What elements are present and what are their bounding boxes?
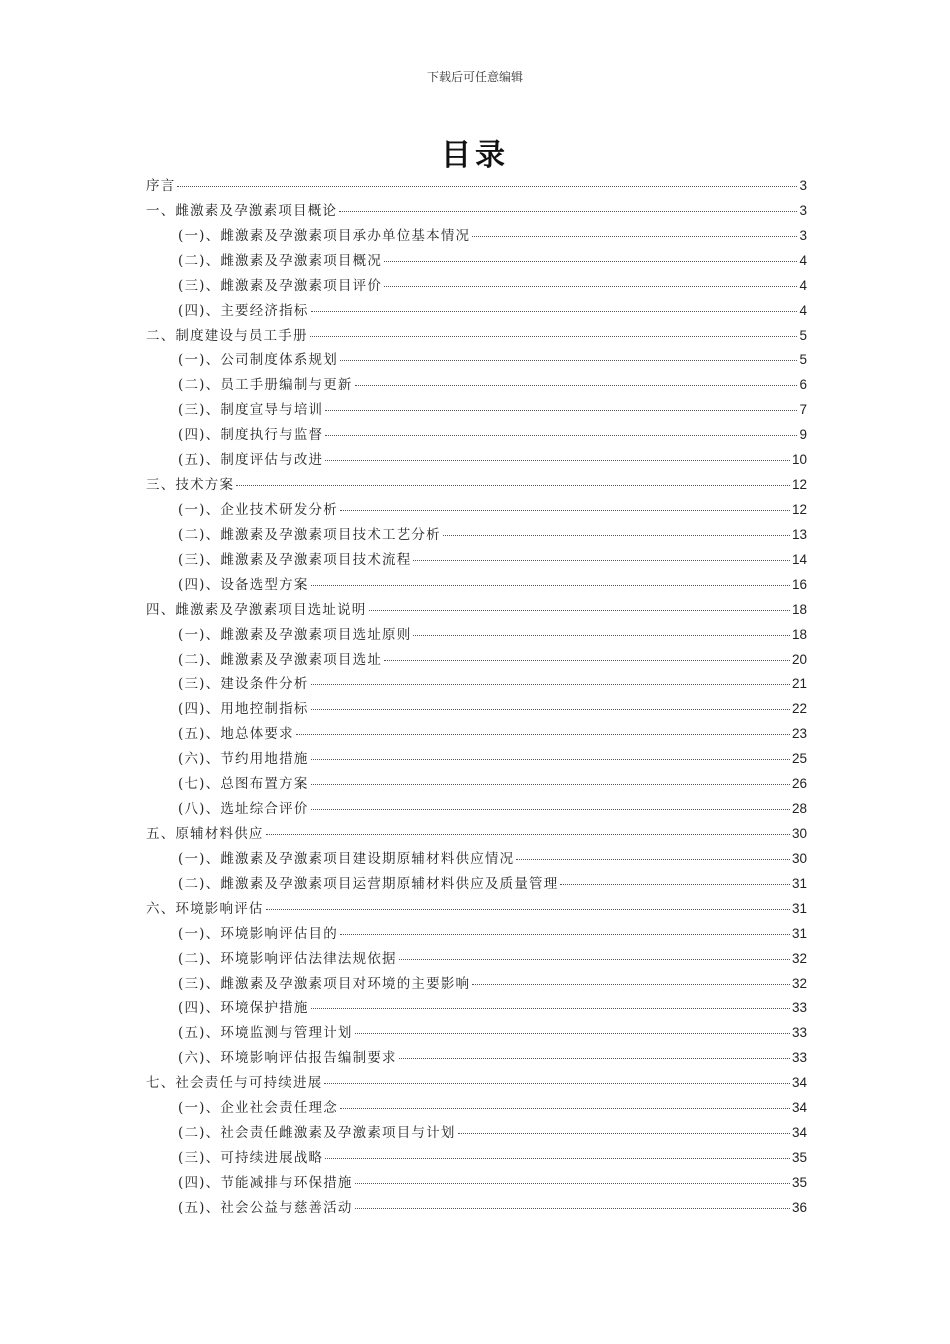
toc-dot-leader xyxy=(324,1082,790,1084)
toc-entry-text: (四)、用地控制指标 xyxy=(178,701,309,718)
toc-entry-text: (五)、制度评估与改进 xyxy=(178,452,324,469)
toc-page-number: 6 xyxy=(799,377,807,393)
toc-entry-text: 六、环境影响评估 xyxy=(146,900,264,917)
toc-dot-leader xyxy=(325,459,790,461)
toc-entry[interactable] xyxy=(146,797,807,822)
toc-entry[interactable] xyxy=(146,1171,807,1196)
toc-page-number: 9 xyxy=(799,427,807,443)
toc-page-number: 20 xyxy=(791,651,807,667)
toc-entry[interactable] xyxy=(146,722,807,747)
toc-title: 目录 xyxy=(441,138,509,173)
header-note: 下载后可任意编辑 xyxy=(426,70,523,84)
toc-entry-text: (二)、员工手册编制与更新 xyxy=(178,377,353,394)
toc-dot-leader xyxy=(355,1207,790,1209)
toc-entry-text: (三)、雌激素及孕激素项目对环境的主要影响 xyxy=(178,975,471,992)
toc-entry-text: 七、社会责任与可持续进展 xyxy=(146,1075,323,1092)
toc-dot-leader xyxy=(340,509,790,511)
toc-entry-text: 二、制度建设与员工手册 xyxy=(146,327,308,344)
toc-entry-text: (一)、公司制度体系规划 xyxy=(178,352,338,369)
toc-dot-leader xyxy=(355,384,798,386)
toc-entry[interactable] xyxy=(146,747,807,772)
toc-entry-text: (二)、雌激素及孕激素项目技术工艺分析 xyxy=(178,526,441,543)
toc-dot-leader xyxy=(384,285,797,287)
toc-page-number: 13 xyxy=(791,526,807,542)
toc-entry[interactable] xyxy=(146,498,807,523)
toc-dot-leader xyxy=(311,783,790,785)
toc-entry[interactable] xyxy=(146,398,807,423)
toc-dot-leader xyxy=(325,1157,790,1159)
toc-page-number: 3 xyxy=(799,178,807,193)
toc-entry-text: (一)、企业社会责任理念 xyxy=(178,1100,338,1117)
toc-page-number: 31 xyxy=(791,925,807,941)
toc-entry-text: (四)、环境保护措施 xyxy=(178,1000,309,1017)
toc-entry[interactable] xyxy=(146,423,807,448)
toc-page-number: 4 xyxy=(799,252,807,268)
toc-entry[interactable] xyxy=(146,274,807,299)
toc-dot-leader xyxy=(325,409,797,411)
toc-entry-text: (四)、设备选型方案 xyxy=(178,576,309,593)
toc-entry[interactable] xyxy=(146,348,807,373)
toc-page-number: 34 xyxy=(791,1125,807,1141)
toc-list xyxy=(146,174,807,1221)
toc-page-number: 25 xyxy=(791,751,807,767)
toc-dot-leader xyxy=(339,210,797,212)
toc-page-number: 33 xyxy=(791,1000,807,1016)
toc-entry[interactable] xyxy=(146,523,807,548)
toc-entry-text: (三)、建设条件分析 xyxy=(178,676,309,693)
toc-dot-leader xyxy=(311,808,790,810)
toc-page-number: 23 xyxy=(791,726,807,742)
toc-entry-text: (一)、雌激素及孕激素项目选址原则 xyxy=(178,626,412,643)
toc-page-number: 30 xyxy=(791,825,807,841)
toc-dot-leader xyxy=(325,434,797,436)
toc-entry[interactable] xyxy=(146,249,807,274)
toc-entry[interactable] xyxy=(146,972,807,997)
toc-page-number: 18 xyxy=(791,626,807,642)
toc-dot-leader xyxy=(310,335,798,337)
toc-entry-text: (三)、制度宣导与培训 xyxy=(178,402,324,419)
toc-entry[interactable] xyxy=(146,922,807,947)
toc-entry-text: (四)、主要经济指标 xyxy=(178,302,309,319)
toc-entry[interactable] xyxy=(146,1021,807,1046)
toc-page-number: 32 xyxy=(791,950,807,966)
toc-page-number: 34 xyxy=(791,1075,807,1091)
toc-dot-leader xyxy=(472,983,790,985)
toc-entry-text: (七)、总图布置方案 xyxy=(178,776,309,793)
toc-entry-text: (三)、可持续进展战略 xyxy=(178,1149,324,1166)
toc-dot-leader xyxy=(355,1182,790,1184)
toc-page-number: 14 xyxy=(791,551,807,567)
toc-page-number: 5 xyxy=(799,352,807,368)
toc-dot-leader xyxy=(177,185,797,187)
toc-page-number: 16 xyxy=(791,576,807,592)
toc-entry[interactable] xyxy=(146,224,807,249)
toc-entry[interactable] xyxy=(146,324,807,349)
toc-page-number: 5 xyxy=(799,327,807,343)
toc-page-number: 35 xyxy=(791,1149,807,1165)
toc-page-number: 4 xyxy=(799,277,807,293)
toc-entry-text: (三)、雌激素及孕激素项目技术流程 xyxy=(178,551,412,568)
toc-entry[interactable] xyxy=(146,473,807,498)
toc-entry-text: 三、技术方案 xyxy=(146,477,235,494)
toc-entry-text: 序言 xyxy=(146,178,176,194)
toc-dot-leader xyxy=(236,484,790,486)
toc-entry[interactable] xyxy=(146,548,807,573)
toc-dot-leader xyxy=(443,534,790,536)
toc-dot-leader xyxy=(340,359,798,361)
toc-page-number: 18 xyxy=(791,601,807,617)
toc-dot-leader xyxy=(311,758,790,760)
toc-entry-text: (二)、雌激素及孕激素项目运营期原辅材料供应及质量管理 xyxy=(178,875,559,892)
toc-dot-leader xyxy=(560,883,790,885)
toc-dot-leader xyxy=(311,708,790,710)
toc-dot-leader xyxy=(340,933,790,935)
toc-dot-leader xyxy=(458,1132,790,1134)
toc-dot-leader xyxy=(413,559,790,561)
toc-entry[interactable] xyxy=(146,996,807,1021)
toc-dot-leader xyxy=(399,1057,790,1059)
toc-entry[interactable] xyxy=(146,872,807,897)
toc-page-number: 22 xyxy=(791,701,807,717)
toc-dot-leader xyxy=(413,634,790,636)
toc-entry-text: (八)、选址综合评价 xyxy=(178,801,309,818)
toc-dot-leader xyxy=(472,235,797,237)
toc-entry[interactable] xyxy=(146,1071,807,1096)
toc-dot-leader xyxy=(311,683,790,685)
toc-entry[interactable] xyxy=(146,1146,807,1171)
toc-page-number: 28 xyxy=(791,801,807,817)
toc-entry[interactable] xyxy=(146,648,807,673)
toc-page-number: 12 xyxy=(791,477,807,493)
toc-dot-leader xyxy=(384,260,797,262)
toc-dot-leader xyxy=(311,310,798,312)
toc-entry-text: (二)、社会责任雌激素及孕激素项目与计划 xyxy=(178,1125,456,1142)
toc-dot-leader xyxy=(516,858,790,860)
toc-entry-text: (六)、节约用地措施 xyxy=(178,751,309,768)
toc-entry[interactable] xyxy=(146,772,807,797)
toc-dot-leader xyxy=(340,1107,790,1109)
toc-entry[interactable] xyxy=(146,897,807,922)
toc-dot-leader xyxy=(266,833,790,835)
toc-page-number: 12 xyxy=(791,501,807,517)
toc-entry[interactable] xyxy=(146,573,807,598)
toc-page-number: 34 xyxy=(791,1100,807,1116)
toc-entry-text: (一)、环境影响评估目的 xyxy=(178,925,338,942)
toc-entry[interactable] xyxy=(146,847,807,872)
toc-dot-leader xyxy=(311,584,790,586)
toc-page-number: 7 xyxy=(799,402,807,418)
toc-page-number: 30 xyxy=(791,850,807,866)
toc-page-number: 3 xyxy=(799,227,807,243)
toc-entry[interactable] xyxy=(146,174,807,199)
toc-page-number: 31 xyxy=(791,875,807,891)
toc-page-number: 4 xyxy=(799,302,807,318)
toc-entry-text: (五)、地总体要求 xyxy=(178,726,294,743)
toc-entry-text: (六)、环境影响评估报告编制要求 xyxy=(178,1050,397,1067)
toc-entry[interactable] xyxy=(146,199,807,224)
toc-page-number: 33 xyxy=(791,1050,807,1066)
toc-entry-text: (五)、环境监测与管理计划 xyxy=(178,1025,353,1042)
toc-page-number: 32 xyxy=(791,975,807,991)
toc-entry[interactable] xyxy=(146,672,807,697)
toc-page-number: 33 xyxy=(791,1025,807,1041)
toc-dot-leader xyxy=(369,609,790,611)
toc-entry[interactable] xyxy=(146,598,807,623)
toc-entry-text: 四、雌激素及孕激素项目选址说明 xyxy=(146,601,367,618)
toc-entry-text: (一)、雌激素及孕激素项目承办单位基本情况 xyxy=(178,227,471,244)
toc-entry-text: (四)、节能减排与环保措施 xyxy=(178,1174,353,1191)
toc-entry-text: (二)、环境影响评估法律法规依据 xyxy=(178,950,397,967)
toc-dot-leader xyxy=(384,659,790,661)
toc-entry-text: (一)、雌激素及孕激素项目建设期原辅材料供应情况 xyxy=(178,850,515,867)
toc-dot-leader xyxy=(296,733,790,735)
toc-entry-text: (二)、雌激素及孕激素项目选址 xyxy=(178,651,383,668)
toc-entry-text: (一)、企业技术研发分析 xyxy=(178,501,338,518)
toc-page-number: 36 xyxy=(791,1199,807,1215)
toc-entry[interactable] xyxy=(146,1196,807,1221)
toc-entry[interactable] xyxy=(146,299,807,324)
toc-entry[interactable] xyxy=(146,1121,807,1146)
toc-entry[interactable] xyxy=(146,947,807,972)
toc-entry-text: (四)、制度执行与监督 xyxy=(178,427,324,444)
toc-entry-text: 五、原辅材料供应 xyxy=(146,825,264,842)
toc-dot-leader xyxy=(399,958,790,960)
toc-entry[interactable] xyxy=(146,697,807,722)
toc-page-number: 26 xyxy=(791,776,807,792)
toc-entry-text: (二)、雌激素及孕激素项目概况 xyxy=(178,252,383,269)
toc-page-number: 21 xyxy=(791,676,807,692)
toc-page-number: 3 xyxy=(799,202,807,218)
toc-dot-leader xyxy=(266,908,790,910)
toc-entry[interactable] xyxy=(146,1046,807,1071)
toc-entry[interactable] xyxy=(146,822,807,847)
toc-entry-text: 一、雌激素及孕激素项目概论 xyxy=(146,202,338,219)
toc-page-number: 10 xyxy=(791,452,807,468)
toc-entry-text: (五)、社会公益与慈善活动 xyxy=(178,1199,353,1216)
toc-entry[interactable] xyxy=(146,448,807,473)
toc-entry-text: (三)、雌激素及孕激素项目评价 xyxy=(178,277,383,294)
toc-page-number: 35 xyxy=(791,1174,807,1190)
toc-entry[interactable] xyxy=(146,623,807,648)
toc-dot-leader xyxy=(355,1032,790,1034)
toc-dot-leader xyxy=(311,1007,790,1009)
toc-entry[interactable] xyxy=(146,373,807,398)
toc-entry[interactable] xyxy=(146,1096,807,1121)
toc-page-number: 31 xyxy=(791,900,807,916)
